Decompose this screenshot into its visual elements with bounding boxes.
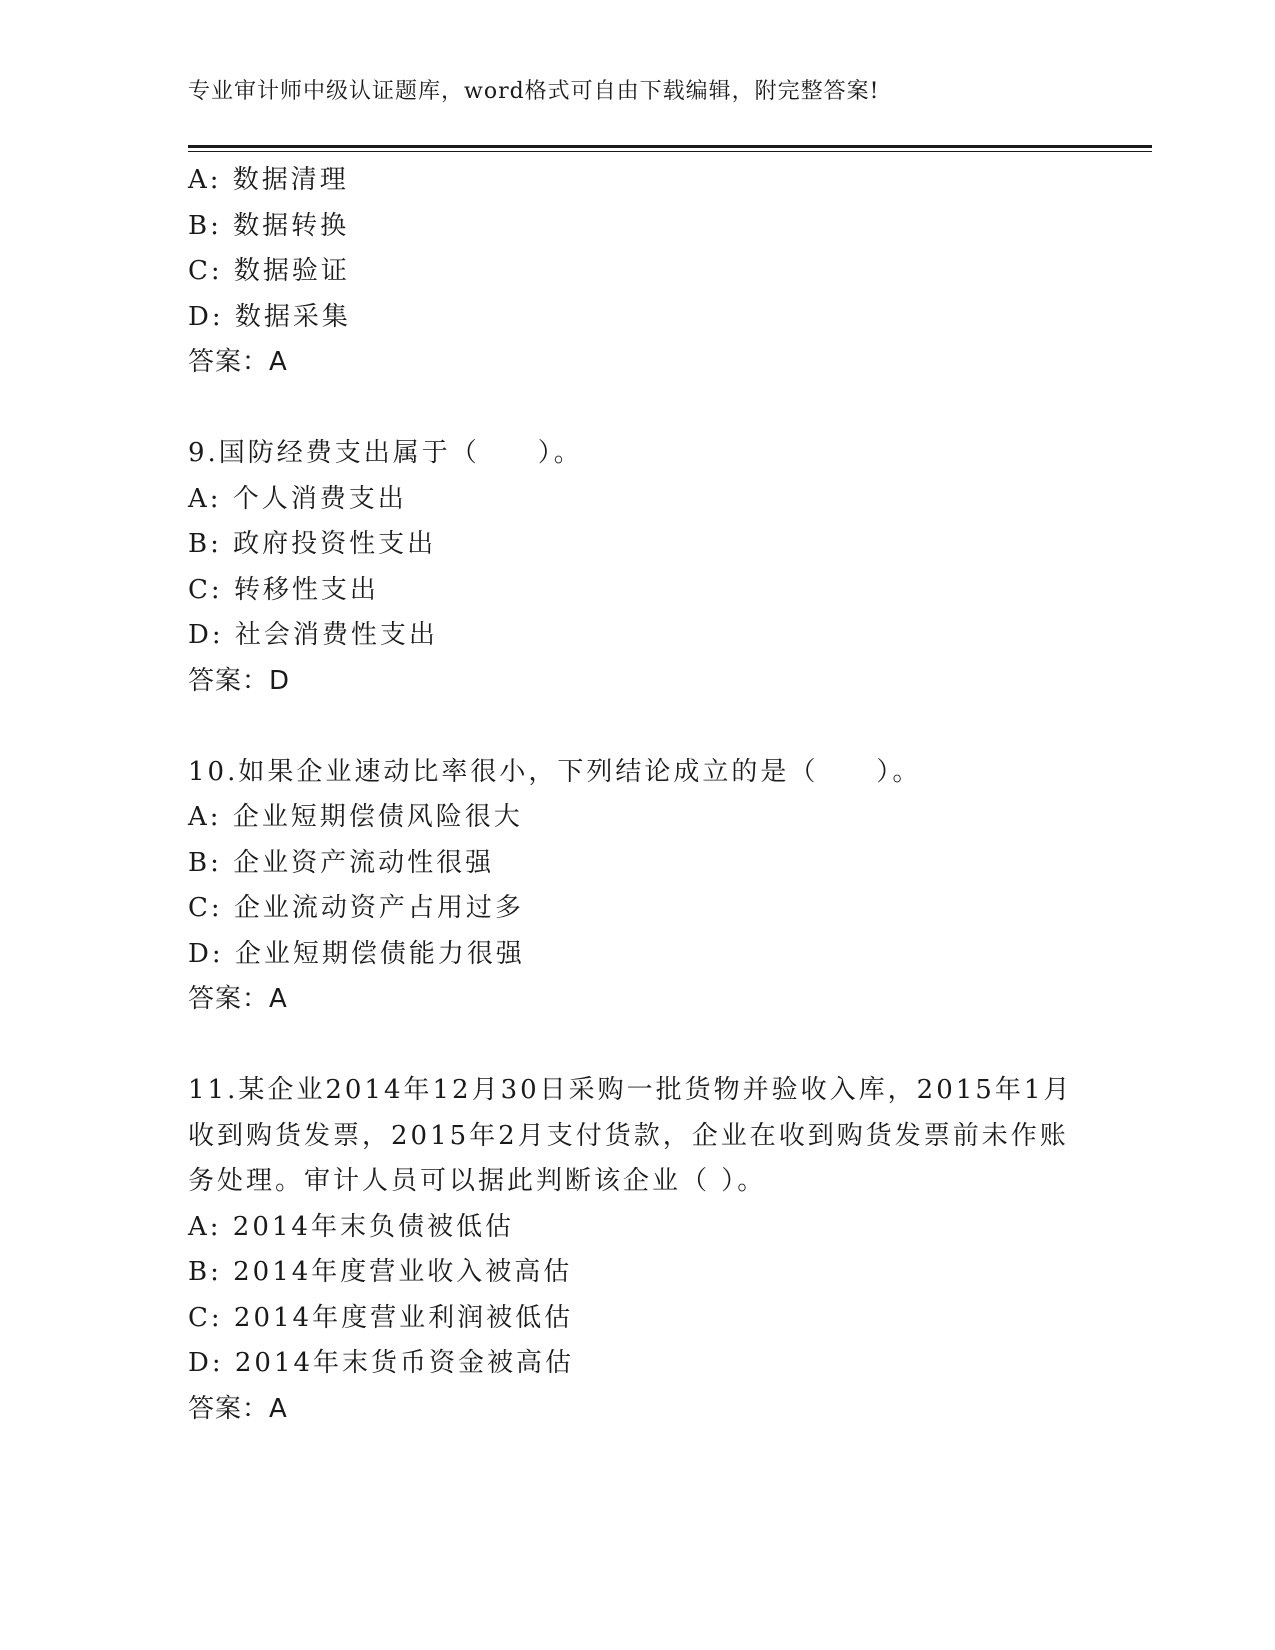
- question-block-prev: [188, 158, 1088, 386]
- header-rule-thin: [188, 151, 1152, 152]
- question-stem-line-1: 11.某企业2014年12月30日采购一批货物并验收入库，2015年1月: [188, 1075, 1073, 1105]
- question-stem: 10.如果企业速动比率很小，下列结论成立的是（ ）。: [188, 756, 922, 787]
- block-spacer: [188, 704, 1088, 750]
- question-block-10: [188, 750, 1088, 1023]
- option-d: D: 2014年末货币资金被高估: [188, 1348, 575, 1378]
- option-b: B: 2014年度营业收入被高估: [188, 1257, 573, 1287]
- answer-line: 答案：A: [188, 984, 288, 1014]
- question-content: [188, 158, 1088, 1432]
- question-stem-line-3: 务处理。审计人员可以据此判断该企业（ ）。: [188, 1166, 767, 1196]
- option-c: C: 数据验证: [188, 256, 350, 286]
- option-c: C: 企业流动资产占用过多: [188, 893, 524, 923]
- block-spacer: [188, 386, 1088, 432]
- option-a: A: 企业短期偿债风险很大: [188, 802, 523, 832]
- option-b: B: 数据转换: [188, 210, 350, 241]
- block-spacer: [188, 1023, 1088, 1069]
- answer-line: 答案：A: [188, 1393, 288, 1424]
- option-d: D: 企业短期偿债能力很强: [188, 938, 525, 969]
- option-b: B: 政府投资性支出: [188, 529, 437, 559]
- option-a: A: 2014年末负债被低估: [188, 1211, 514, 1242]
- answer-line: 答案：D: [188, 665, 291, 696]
- option-a: A: 个人消费支出: [188, 483, 407, 514]
- question-stem: 9.国防经费支出属于（ ）。: [188, 438, 583, 468]
- option-d: D: 社会消费性支出: [188, 620, 438, 650]
- option-c: C: 2014年度营业利润被低估: [188, 1302, 574, 1333]
- question-block-11: [188, 1068, 1088, 1432]
- header-rule-thick: [188, 145, 1152, 148]
- option-d: D: 数据采集: [188, 301, 351, 332]
- option-c: C: 转移性支出: [188, 574, 379, 605]
- page-header: 专业审计师中级认证题库，word格式可自由下载编辑，附完整答案!: [188, 79, 880, 104]
- option-b: B: 企业资产流动性很强: [188, 847, 495, 878]
- question-block-9: [188, 431, 1088, 704]
- question-stem-line-2: 收到购货发票，2015年2月支付货款，企业在收到购货发票前未作账: [188, 1120, 1069, 1151]
- option-a: A: 数据清理: [188, 165, 349, 195]
- answer-line: 答案：A: [188, 347, 288, 377]
